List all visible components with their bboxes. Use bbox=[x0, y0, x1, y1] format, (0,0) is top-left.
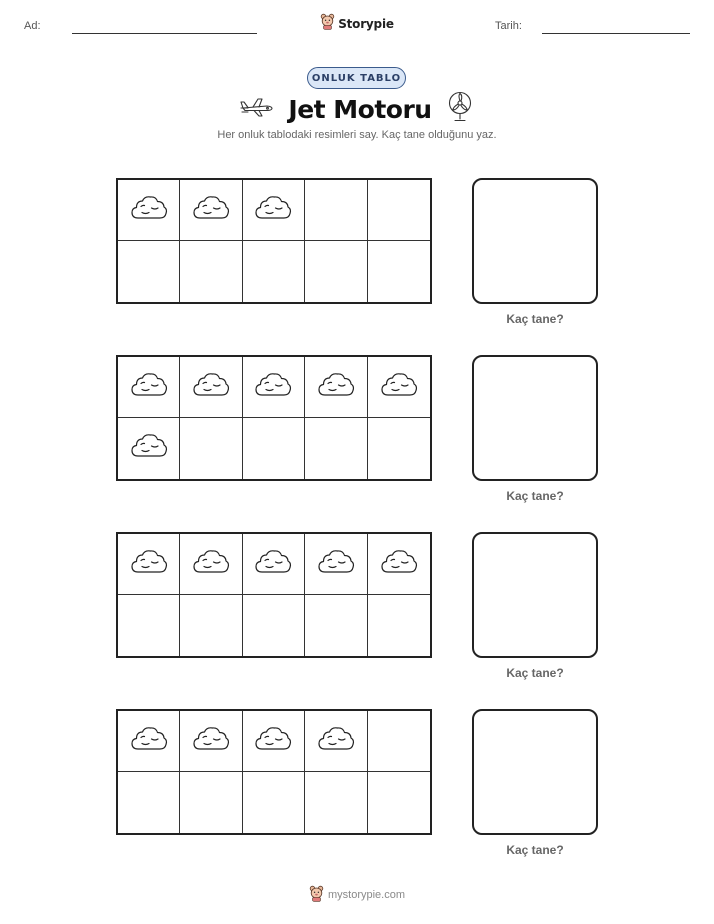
date-label: Tarih: bbox=[495, 20, 522, 32]
cloud-icon bbox=[191, 193, 231, 228]
ten-frame-cell bbox=[305, 180, 367, 241]
ten-frame-cell bbox=[368, 534, 430, 595]
cloud-icon bbox=[379, 547, 419, 582]
ten-frame-cell bbox=[118, 180, 180, 241]
ten-frame bbox=[116, 709, 432, 835]
ten-frame-cell bbox=[243, 772, 305, 833]
ten-frame-cell bbox=[118, 772, 180, 833]
title-row bbox=[0, 91, 714, 128]
ten-frame bbox=[116, 532, 432, 658]
answer-box[interactable] bbox=[472, 709, 598, 835]
page-title: Jet Motoru bbox=[288, 95, 432, 124]
answer-label: Kaç tane? bbox=[506, 666, 564, 680]
category-badge: ONLUK TABLO bbox=[307, 67, 406, 89]
ten-frame-cell bbox=[243, 418, 305, 479]
ten-frame-cell bbox=[243, 180, 305, 241]
cloud-icon bbox=[129, 724, 169, 759]
ten-frame-cell bbox=[180, 241, 242, 302]
ten-frame-cell bbox=[118, 418, 180, 479]
answer-box[interactable] bbox=[472, 532, 598, 658]
name-label: Ad: bbox=[24, 20, 41, 32]
instructions: Her onluk tablodaki resimleri say. Kaç tane olduğunu yaz. bbox=[217, 129, 497, 141]
ten-frame-cell bbox=[118, 595, 180, 656]
answer-label: Kaç tane? bbox=[506, 489, 564, 503]
ten-frame-cell bbox=[368, 180, 430, 241]
ten-frame-cell bbox=[305, 357, 367, 418]
answer-label: Kaç tane? bbox=[506, 843, 564, 857]
ten-frame-cell bbox=[305, 418, 367, 479]
cloud-icon bbox=[379, 370, 419, 405]
ten-frame bbox=[116, 178, 432, 304]
ten-frame-cell bbox=[305, 241, 367, 302]
ten-frame-cell bbox=[368, 772, 430, 833]
fan-icon bbox=[446, 91, 474, 128]
brand-header bbox=[0, 13, 714, 35]
answer-label: Kaç tane? bbox=[506, 312, 564, 326]
ten-frame-cell bbox=[243, 595, 305, 656]
ten-frame-cell bbox=[368, 357, 430, 418]
ten-frame-cell bbox=[180, 534, 242, 595]
storypie-bear-icon bbox=[309, 885, 324, 905]
cloud-icon bbox=[253, 547, 293, 582]
ten-frame-cell bbox=[118, 711, 180, 772]
ten-frame-cell bbox=[180, 711, 242, 772]
ten-frame-cell bbox=[243, 241, 305, 302]
ten-frame-cell bbox=[368, 595, 430, 656]
ten-frame-cell bbox=[368, 711, 430, 772]
cloud-icon bbox=[191, 547, 231, 582]
airplane-icon bbox=[240, 96, 274, 123]
ten-frame-cell bbox=[243, 357, 305, 418]
ten-frame-cell bbox=[305, 772, 367, 833]
cloud-icon bbox=[191, 724, 231, 759]
ten-frame-cell bbox=[305, 711, 367, 772]
ten-frame-cell bbox=[305, 595, 367, 656]
ten-frame-cell bbox=[118, 357, 180, 418]
ten-frame-cell bbox=[243, 534, 305, 595]
cloud-icon bbox=[129, 547, 169, 582]
cloud-icon bbox=[316, 547, 356, 582]
ten-frame-cell bbox=[368, 418, 430, 479]
cloud-icon bbox=[253, 724, 293, 759]
cloud-icon bbox=[316, 370, 356, 405]
cloud-icon bbox=[129, 431, 169, 466]
brand-name: Storypie bbox=[338, 17, 394, 31]
ten-frame-cell bbox=[180, 418, 242, 479]
footer bbox=[0, 885, 714, 905]
ten-frame-cell bbox=[243, 711, 305, 772]
date-write-line bbox=[542, 33, 690, 34]
ten-frame-cell bbox=[180, 772, 242, 833]
cloud-icon bbox=[191, 370, 231, 405]
ten-frame-cell bbox=[180, 595, 242, 656]
ten-frame-cell bbox=[180, 357, 242, 418]
ten-frame-cell bbox=[118, 241, 180, 302]
cloud-icon bbox=[129, 370, 169, 405]
footer-url: mystorypie.com bbox=[327, 889, 406, 901]
ten-frame-cell bbox=[118, 534, 180, 595]
cloud-icon bbox=[316, 724, 356, 759]
ten-frame bbox=[116, 355, 432, 481]
ten-frame-cell bbox=[180, 180, 242, 241]
cloud-icon bbox=[253, 193, 293, 228]
answer-box[interactable] bbox=[472, 178, 598, 304]
cloud-icon bbox=[129, 193, 169, 228]
storypie-bear-icon bbox=[320, 13, 335, 35]
answer-box[interactable] bbox=[472, 355, 598, 481]
cloud-icon bbox=[253, 370, 293, 405]
ten-frame-cell bbox=[368, 241, 430, 302]
ten-frame-cell bbox=[305, 534, 367, 595]
